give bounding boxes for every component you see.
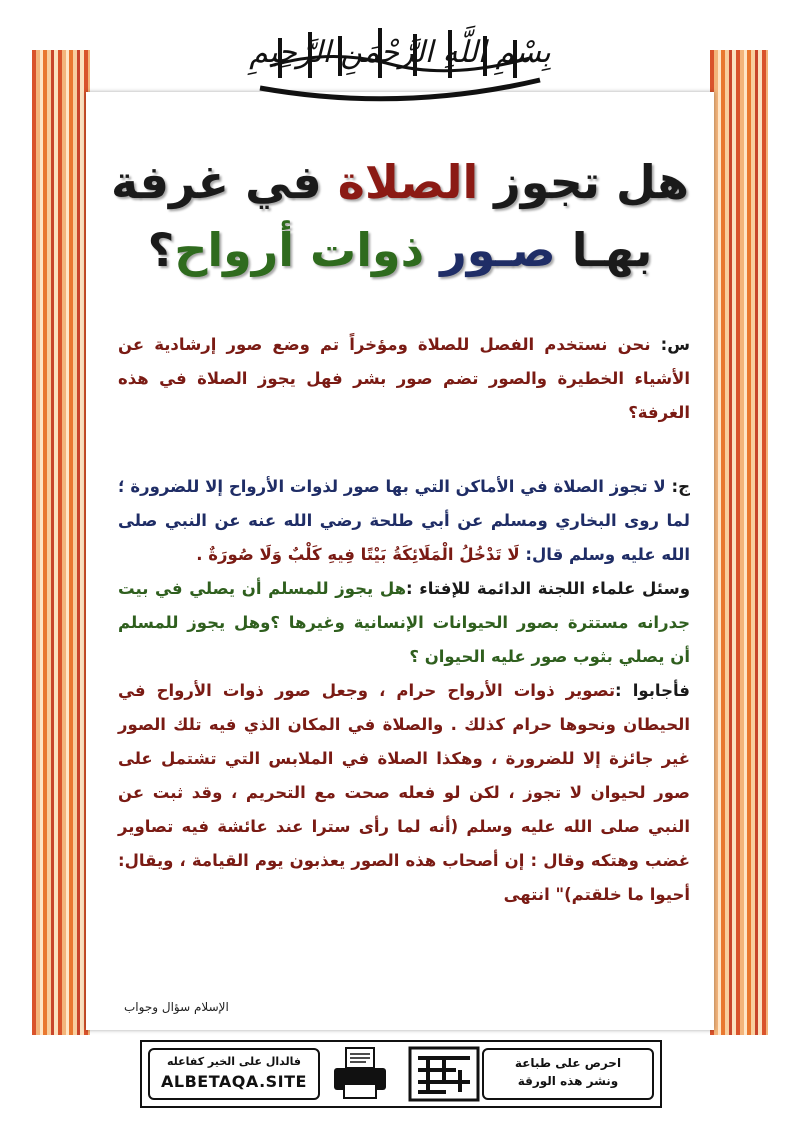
- title-segment: صـور: [424, 223, 556, 277]
- basmala-calligraphy: [240, 18, 560, 108]
- committee-question: هل يجوز للمسلم أن يصلي في بيت جدرانه مستترة بصور الحيوانات الإنسانية وغيرها ؟وهل يجوز للمسلم أن يصلي بثوب صور عليه الحيوان ؟: [118, 579, 690, 666]
- answer-block: [118, 470, 690, 912]
- title-segment: بهـا: [555, 223, 653, 277]
- footer-website[interactable]: ALBETAQA.SITE: [161, 1072, 307, 1091]
- committee-question-lead: وسئل علماء اللجنة الدائمة للإفتاء :: [406, 579, 690, 598]
- printer-icon: [330, 1046, 390, 1102]
- title-segment: ؟: [147, 223, 175, 277]
- title-line-2: [110, 218, 690, 282]
- committee-answer-lead: فأجابوا :: [615, 681, 690, 700]
- question-block: [118, 328, 690, 430]
- footer-print-line-2: ونشر هذه الورقة: [517, 1074, 619, 1088]
- title-segment: هل تجوز: [478, 155, 689, 209]
- source-label: الإسلام سؤال وجواب: [124, 1000, 229, 1014]
- hadith-text: لَا تَدْخُلُ الْمَلَائِكَةُ بَيْتًا فِيهِ كَلْبٌ وَلَا صُورَةٌ .: [196, 545, 520, 564]
- title-line-1: [110, 150, 690, 214]
- answer-paragraph-1: لا تجوز الصلاة في الأماكن التي بها صور لذوات الأرواح إلا للضرورة ؛ لما روى البخاري ومسلم عن أبي طلحة رضي الله عنه عن النبي صلى الله عليه وسلم قال:: [118, 477, 690, 564]
- left-border-stripes: [32, 50, 90, 1035]
- footer-slogan: فالدال على الخير كفاعله: [166, 1055, 302, 1068]
- footer-bar: [140, 1040, 662, 1108]
- answer-label: ج:: [665, 477, 691, 496]
- question-label: س:: [650, 335, 690, 354]
- logo-calligraphy: [406, 1044, 482, 1104]
- title-segment: الصلاة: [337, 155, 479, 209]
- footer-website-box: [148, 1048, 320, 1100]
- right-border-stripes: [710, 50, 768, 1035]
- title-segment: ذوات أرواح: [174, 223, 425, 277]
- committee-answer: تصوير ذوات الأرواح حرام ، وجعل صور ذوات الأرواح في الحيطان ونحوها حرام كذلك . والصلاة في المكان الذي فيه تلك الصور غير جائزة إلا للضرورة ، وهكذا الصلاة في الملابس التي تشتمل على صور لحيوان لا تجوز ، لكن لو فعله صحت مع التحريم ، وقد ثبت عن النبي صلى الله عليه وسلم (أنه لما رأى سترا عند عائشة فيه تصاوير غضب وهتكه وقال : إن أصحاب هذه الصور يعذبون يوم القيامة ، ويقال: أحيوا ما خلقتم)" انتهى: [118, 681, 690, 904]
- footer-print-line-1: احرص على طباعة: [514, 1056, 622, 1070]
- title-segment: في غرفة: [111, 155, 338, 209]
- question-text: نحن نستخدم الفصل للصلاة ومؤخراً تم وضع صور إرشادية عن الأشياء الخطيرة والصور تضم صور بشر فهل يجوز الصلاة في هذه الغرفة؟: [118, 335, 690, 422]
- basmala-text: بِسْمِ اللَّهِ الرَّحْمَنِ الرَّحِيمِ: [249, 35, 551, 70]
- logo-text: بطاقة دعوية: [444, 1102, 450, 1103]
- footer-print-box: [482, 1048, 654, 1100]
